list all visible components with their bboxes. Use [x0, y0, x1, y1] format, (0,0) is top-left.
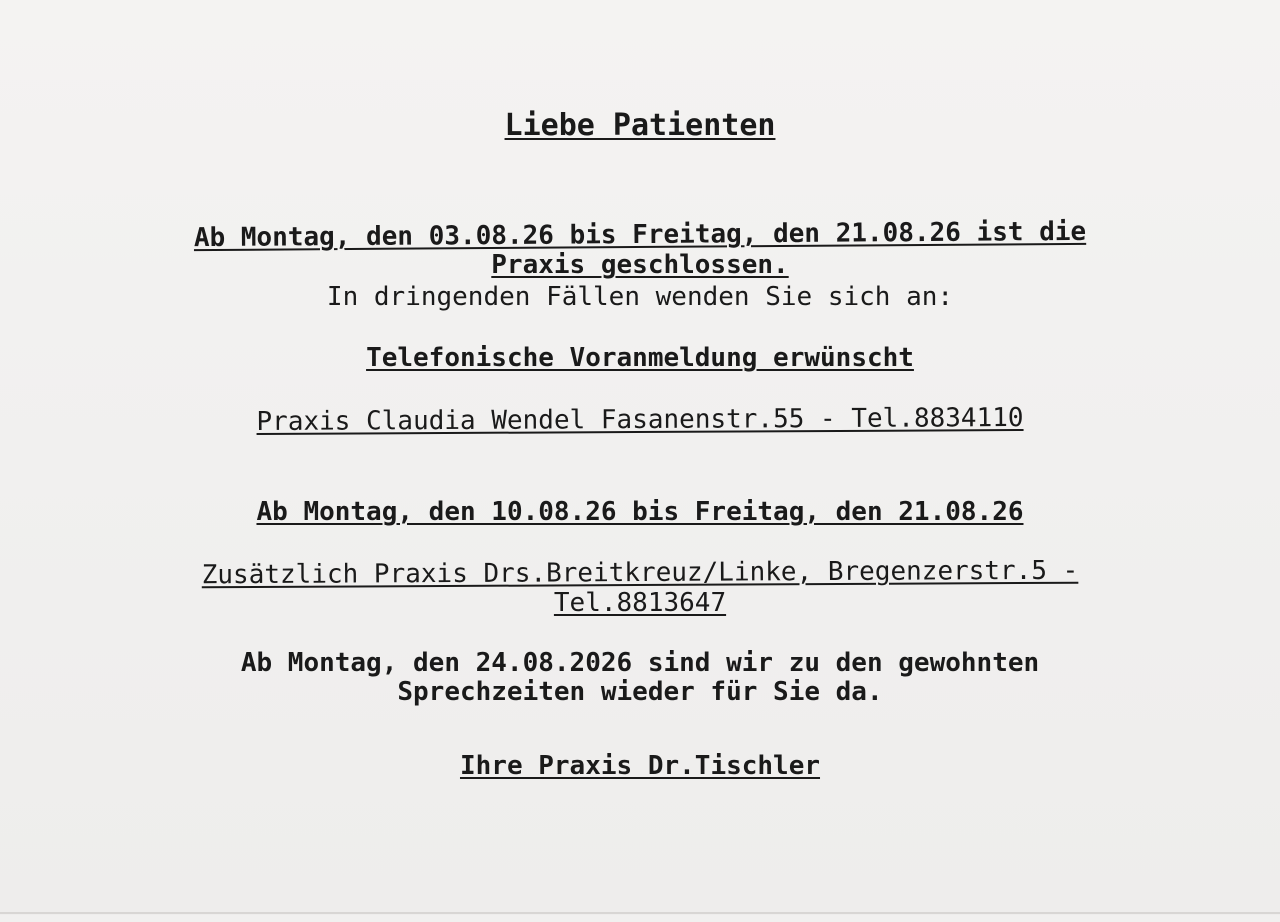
signature: Ihre Praxis Dr.Tischler	[459, 751, 821, 781]
closure-line-1: Ab Montag, den 03.08.26 bis Freitag, den 21.08.26 ist die	[193, 216, 1087, 254]
period-2-row	[0, 497, 1280, 527]
notice-title-line	[0, 108, 1280, 143]
reopening-line-2: Sprechzeiten wieder für Sie da.	[397, 677, 883, 707]
signature-row	[0, 751, 1280, 781]
substitute-1-row	[0, 402, 1280, 439]
phone-request-row	[0, 343, 1280, 373]
period-2: Ab Montag, den 10.08.26 bis Freitag, den 21.08.26	[256, 497, 1024, 527]
substitute-2-line-2-row	[0, 588, 1280, 618]
urgent-intro: In dringenden Fällen wenden Sie sich an:	[326, 282, 954, 312]
substitute-practice-1: Praxis Claudia Wendel Fasanenstr.55 - Tel.8834110	[256, 402, 1024, 438]
closure-line-2: Praxis geschlossen.	[491, 250, 789, 280]
reopening-line-1-row	[0, 648, 1280, 678]
reopening-line-2-row	[0, 677, 1280, 707]
substitute-practice-2-line-2: Tel.8813647	[553, 588, 727, 618]
notice-title: Liebe Patienten	[504, 108, 776, 143]
paper-bottom-edge	[0, 912, 1280, 914]
urgent-intro-row	[0, 282, 1280, 312]
phone-request: Telefonische Voranmeldung erwünscht	[366, 343, 914, 373]
closure-line-1-row	[0, 216, 1280, 255]
substitute-practice-2-line-1: Zusätzlich Praxis Drs.Breitkreuz/Linke, Bregenzerstr.5 -	[201, 555, 1079, 591]
closure-line-2-row	[0, 250, 1280, 280]
substitute-2-line-1-row	[0, 555, 1280, 592]
reopening-line-1: Ab Montag, den 24.08.2026 sind wir zu den gewohnten	[240, 648, 1040, 678]
